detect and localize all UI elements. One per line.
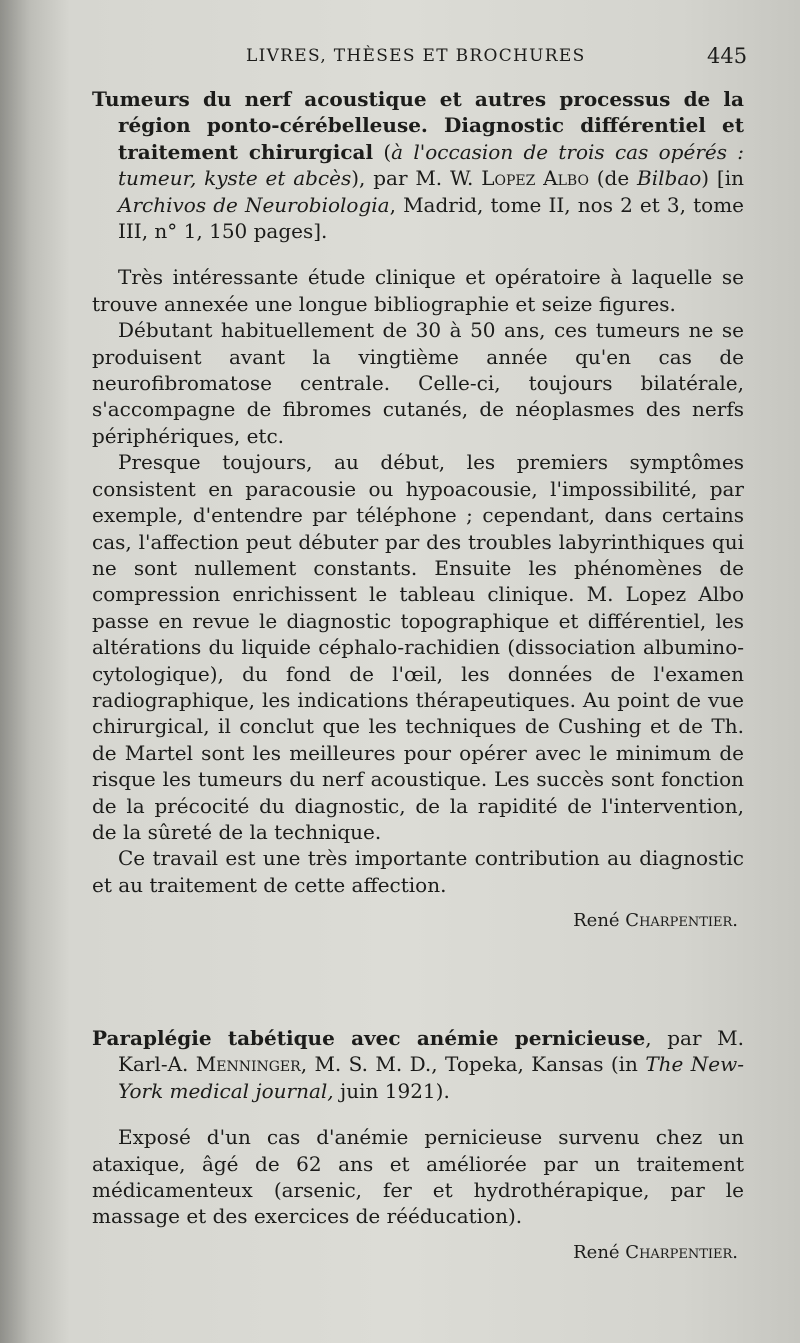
entry-date: juin 1921).: [333, 1078, 450, 1103]
entry-author: Menninger: [195, 1052, 301, 1077]
review-entry-lopez-albo: [92, 86, 744, 931]
entry-subtitle: à l'occasion de trois cas opérés : tumeur, kyste et abcès: [118, 139, 744, 191]
review-entry-menninger: [92, 1025, 744, 1263]
entry-publication: , Madrid, tome II, nos 2 et 3, tome III, n° 1, 150 pages].: [118, 192, 745, 244]
entry-title: Tumeurs du nerf acoustique et autres processus de la région ponto-cérébelleuse. Diagnostic différentiel et traitement chirurgical: [92, 87, 744, 164]
running-title: LIVRES, THÈSES ET BROCHURES: [246, 46, 586, 66]
entry-heading: Tumeurs du nerf acoustique et autres processus de la région ponto-cérébelleuse. Diagnostic différentiel et traitement chirurgical (à l'occasion de trois cas opérés : tumeur, kyste et abcès), par M. W. Lopez Albo (de Bilbao) [in Archivos de Neurobiologia, Madrid, tome II, nos 2 et 3, tome III, n° 1, 150 pages].: [92, 87, 745, 244]
entry-heading: Paraplégie tabétique avec anémie pernicieuse, par M. Karl-A. Menninger, M. S. M. D., Topeka, Kansas (in The New-York medical journal, juin 1921).: [92, 1026, 744, 1103]
body-paragraph: Débutant habituellement de 30 à 50 ans, ces tumeurs ne se produisent avant la vingtième année qu'en cas de neurofibromatose centrale. Celle-ci, toujours bilatérale, s'accompagne de fibromes cutanés, de néoplasmes des nerfs périphériques, etc.: [92, 318, 744, 448]
reviewer-signature: René Charpentier.: [573, 1241, 738, 1263]
page-number: 445: [707, 44, 748, 68]
entry-city: Bilbao: [637, 166, 702, 191]
entry-journal: The New-York medical journal,: [118, 1052, 744, 1103]
entry-author: Lopez Albo: [481, 166, 589, 191]
body-paragraph: Ce travail est une très importante contribution au diagnostic et au traitement de cette affection.: [92, 846, 744, 897]
body-paragraph: Exposé d'un cas d'anémie pernicieuse survenu chez un ataxique, âgé de 62 ans et améliorée par un traitement médicamenteux (arsenic, fer et hydrothérapique, par le massage et des exercices de rééducation).: [92, 1125, 744, 1229]
body-paragraph: Presque toujours, au début, les premiers symptômes consistent en paracousie ou hypoacousie, l'impossibilité, par exemple, d'entendre par téléphone ; cependant, dans certains cas, l'affection peut débuter par des troubles labyrinthiques qui ne sont nullement constants. Ensuite les phénomènes de compression enrichissent le tableau clinique. M. Lopez Albo passe en revue le diagnostic topographique et différentiel, les altérations du liquide céphalo-rachidien (dissociation albumino-cytologique), du fond de l'œil, les données de l'examen radiographique, les indications thérapeutiques. Au point de vue chirurgical, il conclut que les techniques de Cushing et de Th. de Martel sont les meilleures pour opérer avec le minimum de risque les tumeurs du nerf acoustique. Les succès sont fonction de la précocité du diagnostic, de la rapidité de l'intervention, de la sûreté de la technique.: [92, 450, 744, 844]
entry-journal: Archivos de Neurobiologia: [118, 192, 390, 217]
running-head: [0, 46, 800, 76]
entry-title: Paraplégie tabétique avec anémie pernicieuse: [92, 1026, 646, 1050]
reviewer-signature: René Charpentier.: [573, 910, 738, 932]
body-paragraph: Très intéressante étude clinique et opératoire à laquelle se trouve annexée une longue bibliographie et seize figures.: [92, 265, 744, 316]
